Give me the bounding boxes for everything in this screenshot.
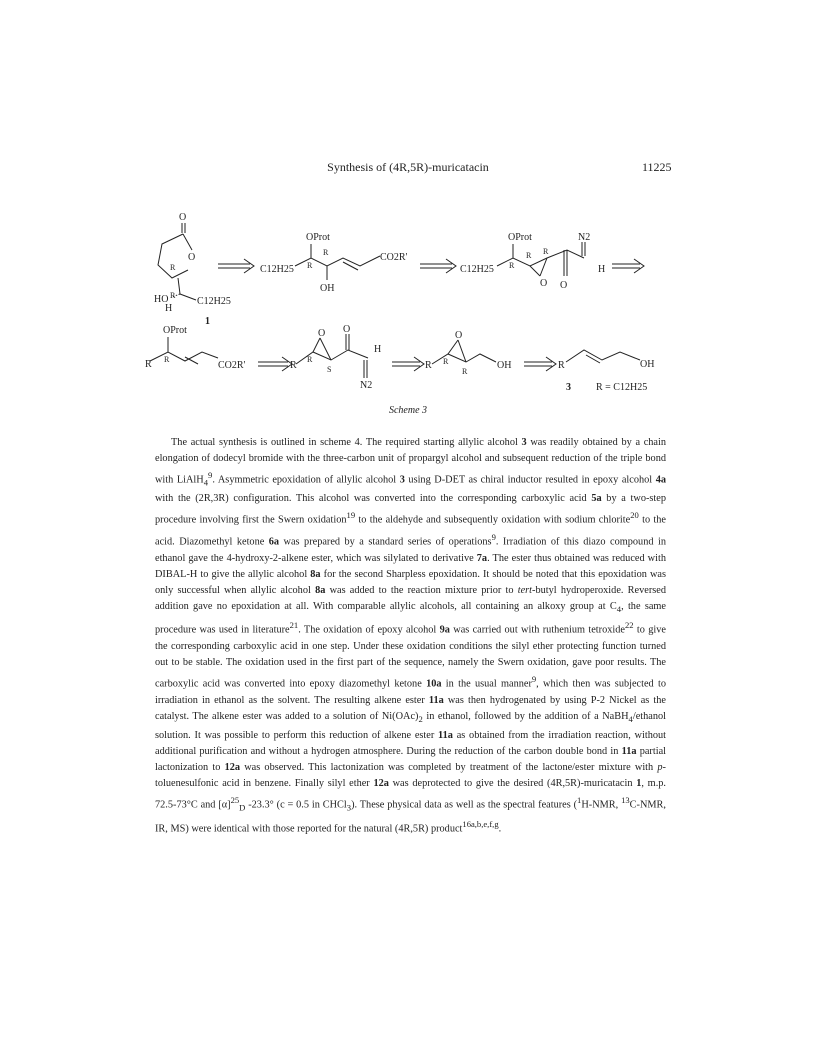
atom-label: OH bbox=[640, 359, 655, 370]
substituent-label: CO2R' bbox=[380, 252, 408, 263]
retro-arrow-5 bbox=[392, 357, 424, 371]
atom-label: R bbox=[290, 360, 297, 371]
retro-arrow-1 bbox=[218, 259, 254, 273]
running-header-title: Synthesis of (4R,5R)-muricatacin bbox=[327, 160, 489, 174]
structure-6-epoxy-alcohol bbox=[425, 330, 511, 376]
atom-label: R bbox=[558, 360, 565, 371]
structure-7-allylic-alcohol bbox=[558, 350, 654, 393]
retro-arrow-3 bbox=[612, 259, 644, 273]
structure-3-epoxy-diazoketone bbox=[460, 232, 605, 291]
substituent-definition: R = C12H25 bbox=[596, 382, 648, 393]
stereo-label: R bbox=[323, 248, 329, 257]
stereo-label: R bbox=[509, 261, 515, 270]
retro-arrow-6 bbox=[524, 357, 556, 371]
page-number: 11225 bbox=[642, 160, 672, 174]
compound-ref: 9a bbox=[439, 624, 450, 636]
substituent-label: C12H25 bbox=[260, 264, 294, 275]
substituent-label: OProt bbox=[306, 232, 330, 243]
retro-arrow-2 bbox=[420, 259, 456, 273]
compound-ref: 7a bbox=[476, 552, 488, 564]
compound-ref: 3 bbox=[399, 474, 405, 486]
reference-ref: 16a,b,e,f,g bbox=[462, 818, 499, 829]
compound-ref: 1 bbox=[636, 778, 642, 790]
reference-ref: 19 bbox=[346, 510, 356, 521]
stereo-label: R bbox=[543, 247, 549, 256]
compound-ref: 8a bbox=[310, 568, 321, 580]
atom-label: O bbox=[455, 330, 463, 341]
atom-label: OH bbox=[320, 283, 335, 294]
compound-ref: 5a bbox=[591, 493, 602, 505]
compound-ref: 4a bbox=[655, 474, 666, 486]
atom-label: N2 bbox=[360, 380, 373, 391]
stereo-label: R bbox=[170, 263, 176, 272]
structure-5-epoxy-diazoketone bbox=[290, 324, 381, 391]
reference-ref: 9 bbox=[208, 470, 213, 481]
stereo-label: R bbox=[443, 357, 449, 366]
atom-label: R bbox=[425, 360, 432, 371]
compound-number: 3 bbox=[566, 382, 571, 393]
atom-label: O bbox=[540, 278, 548, 289]
structure-1-lactone bbox=[154, 212, 231, 327]
atom-label: H bbox=[598, 264, 606, 275]
atom-label: H bbox=[165, 303, 173, 314]
body-paragraph: The actual synthesis is outlined in scheme 4. The required starting allylic alcohol 3 was readily obtained by a chain elongation of dodecyl bromide with the three-carbon unit of propargyl alcohol and subsequent reduction of the triple bond with LiAlH$_4^9$. Asymmetric epoxidation of allylic alcohol 3 using D-DET as chiral inductor resulted in epoxy alcohol 4a with the (2R,3R) configuration. This alcohol was converted into the corresponding carboxylic acid 5a by a two-step procedure involving first the Swern oxidation$^{19}$ to the aldehyde and subsequently oxidation with sodium chlorite$^{20}$ to the acid. Diazomethyl ketone 6a was prepared by a standard series of operations$^9$. Irradiation of this diazo compound in ethanol gave the 4-hydroxy-2-alkene ester, which was silylated to derivative 7a. The ester thus obtained was reduced with DIBAL-H to give the allylic alcohol 8a for the second Sharpless epoxidation. It should be noted that this epoxidation was only successful when allylic alcohol 8a was added to the reaction mixture prior to tert-butyl hydroperoxide. Reversed addition gave no epoxidation at all. With comparable allylic alcohols, all containing an alkoxy group at $C_4$, the same procedure was used in literature$^{21}$. The oxidation of epoxy alcohol 9a was carried out with ruthenium tetroxide$^{22}$ to give the corresponding carboxylic acid in one step. Under these oxidation conditions the silyl ether protecting function turned out to be stable. The oxidation used in the first part of the sequence, namely the Swern oxidation, gave poor results. The carboxylic acid was converted into epoxy diazomethyl ketone 10a in the usual manner$^9$, which then was subjected to irradiation in ethanol as the solvent. The resulting alkene ester 11a was then hydrogenated by using P-2 Nickel as the catalyst. The alkene ester was added to a solution of $Ni(OAc)_2$ in ethanol, followed by the addition of a NaBH$_4$/ethanol solution. It was possible to perform this reduction of alkene ester 11a as obtained from the irradiation reaction, without additional purification and without a hydrogen atmosphere. During the reduction of the carbon double bond in 11a partial lactonization to 12a was observed. This lactonization was completed by treatment of the lactone/ester mixture with p-toluenesulfonic acid in benzene. Finally silyl ether 12a was deprotected to give the desired (4R,5R)-muricatacin 1, m.p. 72.5-73°C and $[\alpha]^{25}_D$ -23.3° (c = 0.5 in CHCl$_3$). These physical data as well as the spectral features ($^1$H-NMR, $^{13}$C-NMR, IR, MS) were identical with those reported for the natural (4R,5R) product$^{16a,b,e,f,g}$. bbox=[155, 437, 667, 835]
stereo-label: R bbox=[307, 261, 313, 270]
atom-label: O bbox=[343, 324, 351, 335]
substituent-label: OProt bbox=[508, 232, 532, 243]
compound-ref: 3 bbox=[521, 437, 527, 448]
reference-ref: 9 bbox=[491, 531, 496, 542]
retro-arrow-4 bbox=[258, 357, 292, 371]
atom-label: OH bbox=[497, 360, 512, 371]
compound-ref: 10a bbox=[426, 678, 442, 690]
atom-label: HO bbox=[154, 294, 169, 305]
reference-ref: 21 bbox=[289, 620, 299, 631]
reference-ref: 9 bbox=[531, 674, 537, 685]
scheme-caption: Scheme 3 bbox=[388, 405, 428, 416]
atom-label: N2 bbox=[578, 232, 591, 243]
stereo-label: R bbox=[526, 251, 532, 260]
substituent-label: OProt bbox=[163, 325, 187, 336]
stereo-label: R bbox=[307, 355, 313, 364]
stereo-label: R bbox=[170, 291, 176, 300]
structure-2-ester bbox=[260, 232, 408, 294]
atom-label: H bbox=[374, 344, 382, 355]
stereo-label: R bbox=[462, 367, 468, 376]
compound-ref: 12a bbox=[373, 778, 389, 790]
atom-label: O bbox=[318, 328, 326, 339]
substituent-label: C12H25 bbox=[460, 264, 494, 275]
compound-number: 1 bbox=[205, 316, 210, 327]
compound-ref: 11a bbox=[428, 695, 444, 707]
stereo-label: S bbox=[327, 365, 332, 374]
structure-4-ester bbox=[145, 325, 246, 371]
atom-label: O bbox=[188, 252, 196, 263]
reaction-scheme bbox=[0, 200, 816, 430]
compound-ref: 11a bbox=[438, 729, 453, 741]
substituent-label: C12H25 bbox=[197, 296, 231, 307]
atom-label: O bbox=[179, 212, 187, 223]
compound-ref: 11a bbox=[621, 745, 637, 757]
atom-label: O bbox=[560, 280, 568, 291]
reference-ref: 22 bbox=[624, 620, 634, 631]
stereo-label: R bbox=[164, 355, 170, 364]
compound-ref: 8a bbox=[315, 584, 326, 596]
atom-label: R bbox=[145, 359, 152, 370]
reference-ref: 20 bbox=[630, 510, 639, 521]
compound-ref: 12a bbox=[224, 761, 241, 773]
substituent-label: CO2R' bbox=[218, 360, 246, 371]
compound-ref: 6a bbox=[268, 536, 280, 548]
